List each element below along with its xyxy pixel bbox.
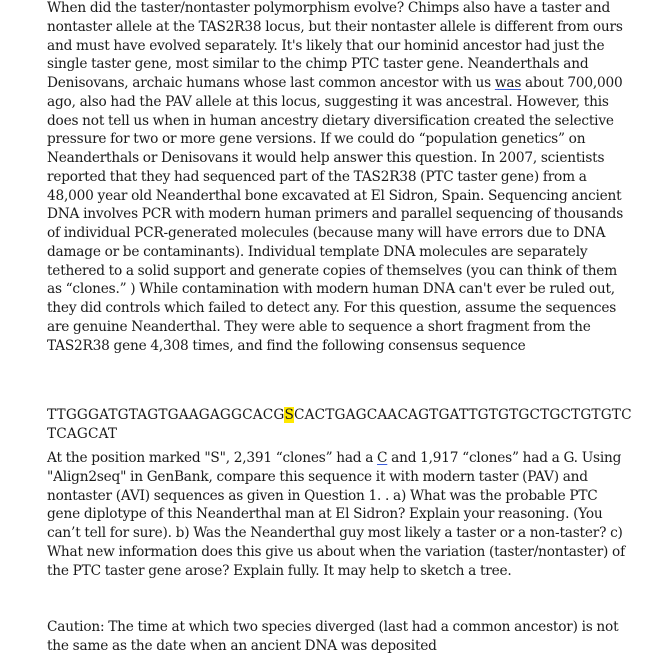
paragraph-intro <box>47 0 632 355</box>
sequence-marked-position: S <box>284 406 294 423</box>
sequence-after-marker: CACTGAGCAACAGTGATTGTGTGCTGCTGTGTCTCAGCAT <box>47 406 632 442</box>
consensus-sequence <box>47 406 632 444</box>
paragraph-intro-text-b: about 700,000 ago, also had the PAV allele at this locus, suggesting it was ancestral. However, this does not tell us when in human ancestry dietary diversification created the selective pressure for two or more gene versions. If we could do “population genetics” on Neanderthals or Denisovans it would help answer this question. In 2007, scientists reported that they had sequenced part of the TAS2R38 (PTC taster gene) from a 48,000 year old Neanderthal bone excavated at El Sidron, Spain. Sequencing ancient DNA involves PCR with modern human primers and parallel sequencing of thousands of individual PCR-generated molecules (because many will have errors due to DNA damage or be contaminants). Individual template DNA molecules are separately tethered to a solid support and generate copies of themselves (you can think of them as “clones.” ) While contamination with modern human DNA can't ever be ruled out, they did controls which failed to detect any. For this question, assume the sequences are genuine Neanderthal. They were able to sequence a short fragment from the TAS2R38 gene 4,308 times, and find the following consensus sequence <box>47 75 624 354</box>
paragraph-question-text-a: At the position marked "S", 2,391 “clones” had a <box>47 450 378 466</box>
paragraph-question <box>47 449 632 580</box>
paragraph-caution: Caution: The time at which two species diverged (last had a common ancestor) is not the same as the date when an ancient DNA was deposited <box>47 619 619 654</box>
paragraph-question-text-b: and 1,917 “clones” had a G. Using "Align2seq" in GenBank, compare this sequence it with modern taster (PAV) and nontaster (AVI) sequences as given in Question 1. . a) What was the probable PTC gene diplotype of this Neanderthal man at El Sidron? Explain your reasoning. (You can’t tell for sure). b) Was the Neanderthal guy most likely a taster or a non-taster? c) What new information does this give us about when the variation (taster/nontaster) of the PTC taster gene arose? Explain fully. It may help to sketch a tree. <box>47 450 625 579</box>
paragraph-intro-text-a: When did the taster/nontaster polymorphism evolve? Chimps also have a taster and nontaster allele at the TAS2R38 locus, but their nontaster allele is different from ours and must have evolved separately. It's likely that our hominid ancestor had just the single taster gene, most similar to the chimp PTC taster gene. Neanderthals and Denisovans, archaic humans whose last common ancestor with us <box>47 0 623 91</box>
underlined-letter-c: C <box>377 450 388 466</box>
sequence-before-marker: TTGGGATGTAGTGAAGAGGCACG <box>47 406 285 423</box>
underlined-word-was: was <box>494 75 522 91</box>
